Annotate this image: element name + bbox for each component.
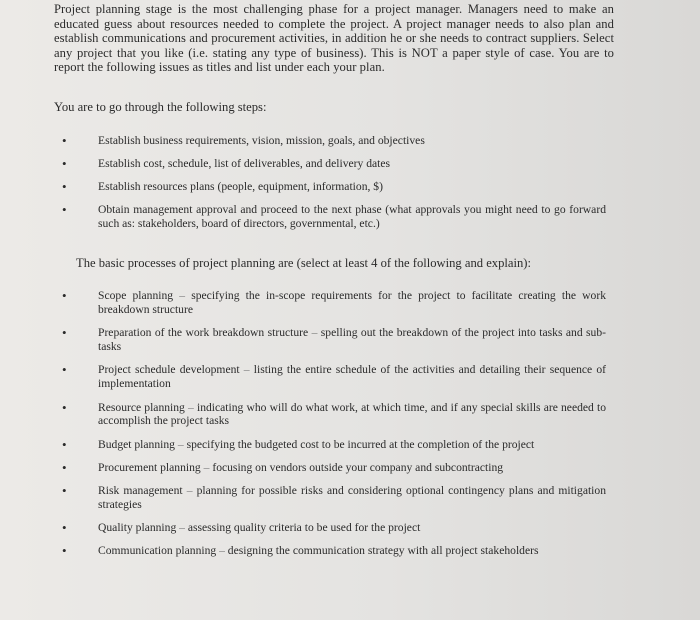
list-item: • Communication planning – designing the communication strategy with all project stakeholders <box>62 542 539 558</box>
list-item: • Establish resources plans (people, equipment, information, $) <box>62 179 383 195</box>
bullet-icon: • <box>62 482 67 498</box>
list-item: • Project schedule development – listing the entire schedule of the activities and detailing their sequence of implementation <box>62 362 606 390</box>
list-item: • Obtain management approval and proceed to the next phase (what approvals you might need to go forward such as: stakeholders, board of directors, governmental, etc.) <box>62 202 606 230</box>
bullet-icon: • <box>62 288 67 303</box>
bullet-icon: • <box>62 399 67 415</box>
bullet-icon: • <box>62 460 67 476</box>
bullet-icon: • <box>62 542 67 558</box>
list-item: • Resource planning – indicating who will do what work, at which time, and if any special skills are needed to accomplish the project tasks <box>62 399 606 428</box>
list-item: • Establish business requirements, vision, mission, goals, and objectives <box>62 133 425 148</box>
list-item: • Budget planning – specifying the budgeted cost to be incurred at the completion of the project <box>62 436 535 452</box>
bullet-icon: • <box>62 156 67 172</box>
bullet-icon: • <box>62 520 67 536</box>
document-page <box>54 2 614 558</box>
list-item: • Scope planning – specifying the in-scope requirements for the project to facilitate creating the work breakdown structure <box>62 288 607 316</box>
list-item: • Establish cost, schedule, list of deliverables, and delivery dates <box>62 156 391 172</box>
list-item: • Quality planning – assessing quality criteria to be used for the project <box>62 520 421 536</box>
steps-intro: You are to go through the following steps: <box>54 100 267 114</box>
processes-intro: The basic processes of project planning are (select at least 4 of the following and explain): <box>76 256 531 270</box>
list-item: • Risk management – planning for possible risks and considering optional contingency plans and mitigation strategies <box>62 482 606 511</box>
bullet-icon: • <box>62 202 67 218</box>
bullet-icon: • <box>62 325 67 341</box>
bullet-icon: • <box>62 436 67 452</box>
intro-paragraph: Project planning stage is the most challenging phase for a project manager. Managers need to make an educated guess about resources needed to complete the project. A project manager needs to also plan and establish communications and procurement activities, in addition he or she needs to contract suppliers. Select any project that you like (i.e. stating any type of business). This is NOT a paper style of case. You are to report the following issues as titles and list under each your plan. <box>54 2 614 75</box>
bullet-icon: • <box>62 362 67 378</box>
bullet-icon: • <box>62 133 67 148</box>
bullet-icon: • <box>62 179 67 195</box>
steps-list <box>54 134 606 240</box>
list-item: • Procurement planning – focusing on vendors outside your company and subcontracting <box>62 460 504 476</box>
processes-list <box>54 289 606 567</box>
list-item: • Preparation of the work breakdown structure – spelling out the breakdown of the project into tasks and sub-tasks <box>62 325 606 353</box>
